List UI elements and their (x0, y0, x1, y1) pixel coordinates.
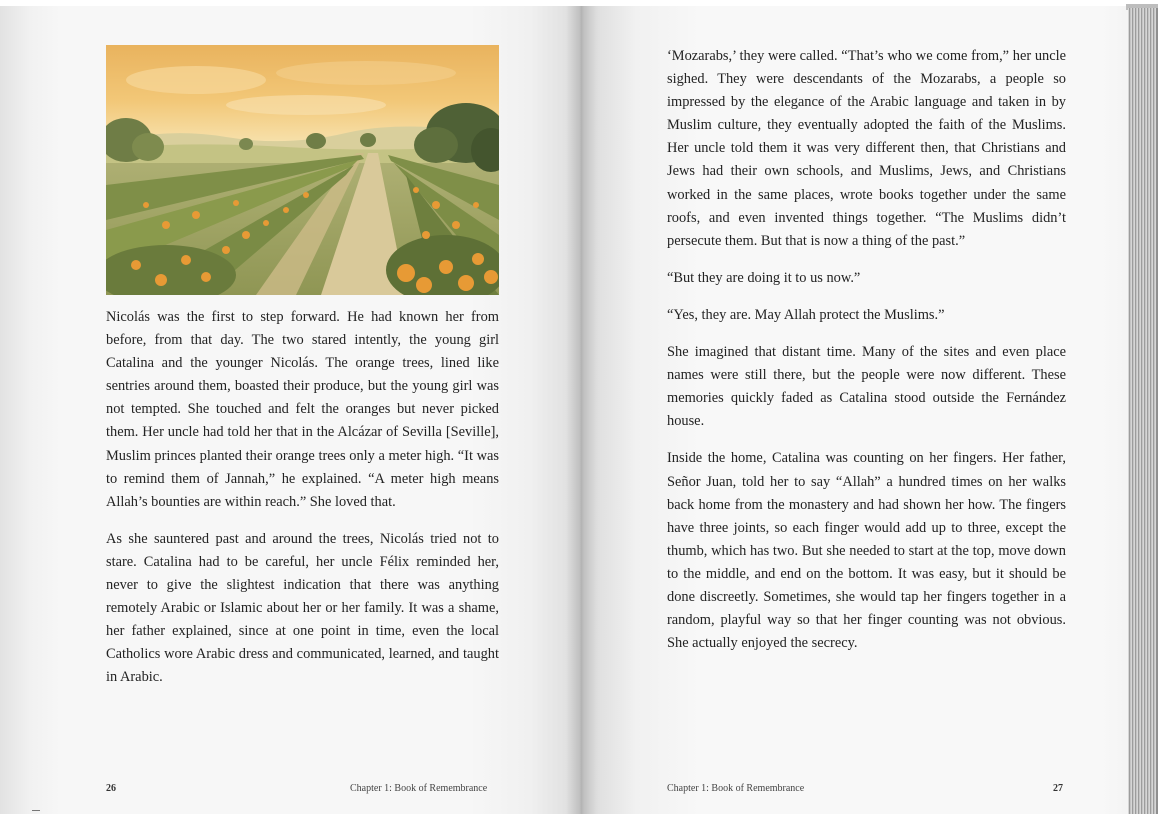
right-paragraph-5: Inside the home, Catalina was counting on her fingers. Her father, Señor Juan, told her to say “Allah” a hundred times on her walks back home from the monastery and had shown her how. The fingers have three joints, so each finger would add up to three, except the thumb, which has two. But she needed to start at the top, move down to the middle, and end on the bottom. It was easy, but it should be done discreetly. Sometimes, she would tap her fingers together in a random, playful way so that her finger counting was not obvious. She actually enjoyed the secrecy. (667, 450, 1066, 652)
left-running-footer: Chapter 1: Book of Remembrance (350, 783, 488, 794)
right-paragraph-4: She imagined that distant time. Many of the sites and even place names were still there, but the people were now different. These memories quickly faded as Catalina stood outside the Fernández house. (667, 344, 1066, 430)
left-page-number: 26 (106, 783, 116, 794)
left-paragraph-2: As she sauntered past and around the trees, Nicolás tried not to stare. Catalina had to be careful, her uncle Félix reminded her, never to give the slightest indication that there was anything remotely Arabic or Islamic about her or her family. It was a shame, her father explained, since at one point in time, even the local Catholics wore Arabic dress and communicated, learned, and taught in Arabic. (106, 530, 499, 686)
right-paragraph-1: ‘Mozarabs,’ they were called. “That’s who we come from,” her uncle sighed. They were descendants of the Mozarabs, a people so impressed by the elegance of the Arabic language and taken in by Muslim culture, they eventually adopted the faith of the Muslims. Her uncle told them it was very different then, that Christians and Jews had their own schools, and Muslims, Jews, and Christians worked in the same places, wrote books together under the same roofs, and even invented things together. “The Muslims didn’t persecute them. But that is now a thing of the past.” (667, 48, 1066, 249)
right-paragraph-2: “But they are doing it to us now.” (667, 269, 861, 286)
left-paragraph-1: Nicolás was the first to step forward. He had known her from before, from that day. The two stared intently, the young girl Catalina and the younger Nicolás. The orange trees, lined like sentries around them, boasted their produce, but the young girl was not tempted. She touched and felt the oranges but never picked them. Her uncle had told her that in the Alcázar of Sevilla [Seville], Muslim princes planted their orange trees only a meter high. “It was to remind them of Jannah,” he explained. “A meter high means Allah’s bounties are within reach.” She loved that. (106, 309, 499, 510)
page-stack-edge (1128, 8, 1158, 814)
right-running-footer: Chapter 1: Book of Remembrance (667, 783, 805, 794)
left-page-body (106, 306, 499, 704)
right-paragraph-3: “Yes, they are. May Allah protect the Muslims.” (667, 306, 945, 323)
right-page-number: 27 (1053, 783, 1063, 794)
right-page-body (667, 45, 1066, 669)
book-gutter (566, 6, 596, 814)
orange-grove-illustration (106, 45, 499, 295)
corner-mark (32, 810, 40, 811)
